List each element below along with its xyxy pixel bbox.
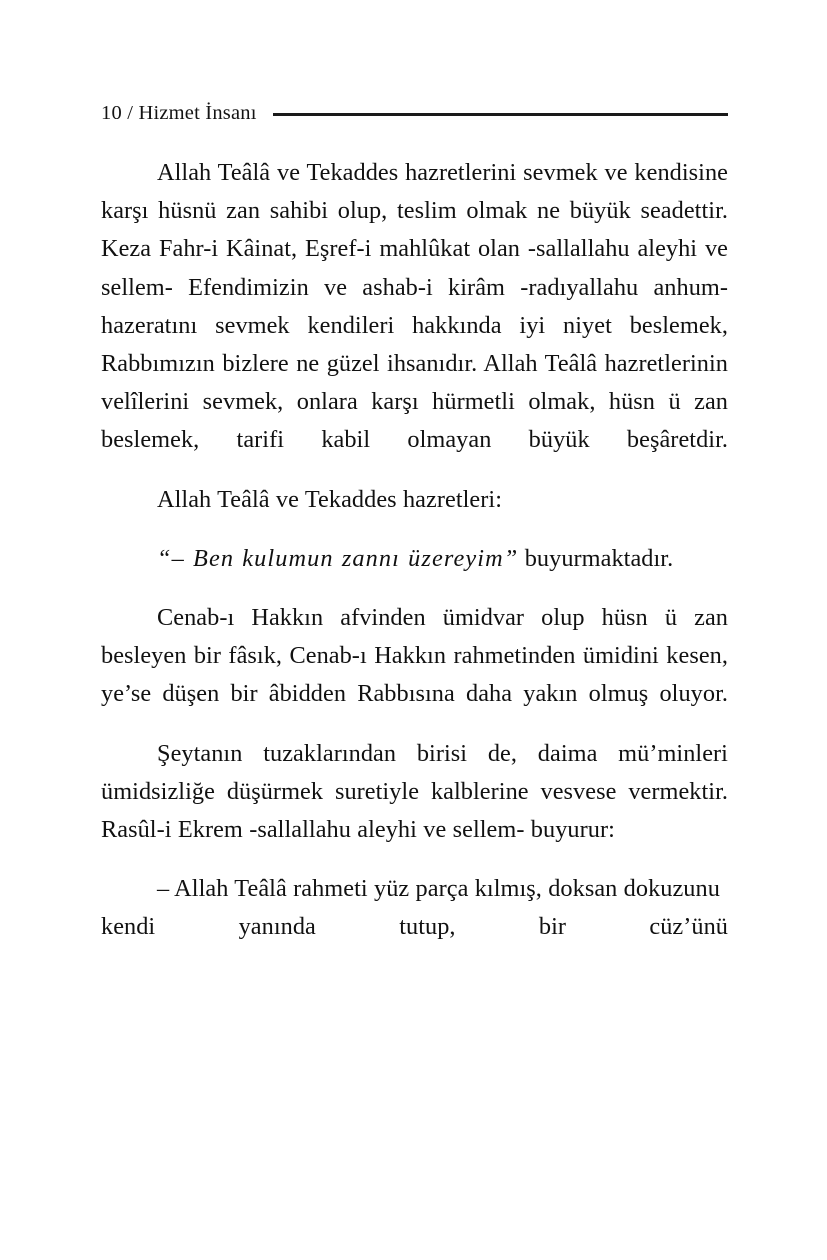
- paragraph-6: – Allah Teâlâ rahmeti yüz parça kılmış, doksan dokuzunu kendi yanında tutup, bir cüz’ünü: [101, 875, 728, 941]
- paragraph-1: Allah Teâlâ ve Tekaddes hazretlerini sevmek ve kendisine karşı hüsnü zan sahibi olup, teslim olmak ne büyük seadettir. Keza Fahr-i Kâinat, Eşref-i mahlûkat olan -sallallahu aleyhi ve sellem- Efendimizin ve ashab-i kirâm -radıyallahu anhum- hazeratını sevmek kendileri hakkında iyi niyet beslemek, Rabbımızın bizlere ne güzel ihsanıdır. Allah Teâlâ hazretlerinin velîlerini sevmek, onlara karşı hürmetli olmak, hüsn ü zan beslemek, tarifi kabil olmayan büyük beşâretdir.: [101, 159, 728, 454]
- quote-tail: buyurmaktadır.: [518, 544, 674, 572]
- quote-close-mark: ”: [503, 544, 519, 572]
- running-header: [101, 96, 728, 130]
- paragraph-4: Cenab-ı Hakkın afvinden ümidvar olup hüsn ü zan besleyen bir fâsık, Cenab-ı Hakkın rahmetinden ümidini kesen, ye’se düşen bir âbidden Rabbısına daha yakın olmuş oluyor.: [101, 604, 728, 708]
- paragraph-5: Şeytanın tuzaklarından birisi de, daima mü’minleri ümidsizliğe düşürmek suretiyle kalblerine vesvese vermektir. Rasûl-i Ekrem -sallallahu aleyhi ve sellem- buyurur:: [101, 739, 728, 844]
- header-page-label: 10 / Hizmet İnsanı: [101, 102, 257, 124]
- hadith-quote: [157, 545, 518, 572]
- quote-body: – Ben kulumun zannı üzereyim: [171, 544, 504, 572]
- quote-open-mark: “: [157, 544, 172, 572]
- body-text-block: [101, 154, 728, 947]
- header-rule-divider: [273, 113, 728, 116]
- paragraph-3-quote: [101, 540, 728, 578]
- paragraph-2: Allah Teâlâ ve Tekaddes hazretleri:: [157, 485, 502, 513]
